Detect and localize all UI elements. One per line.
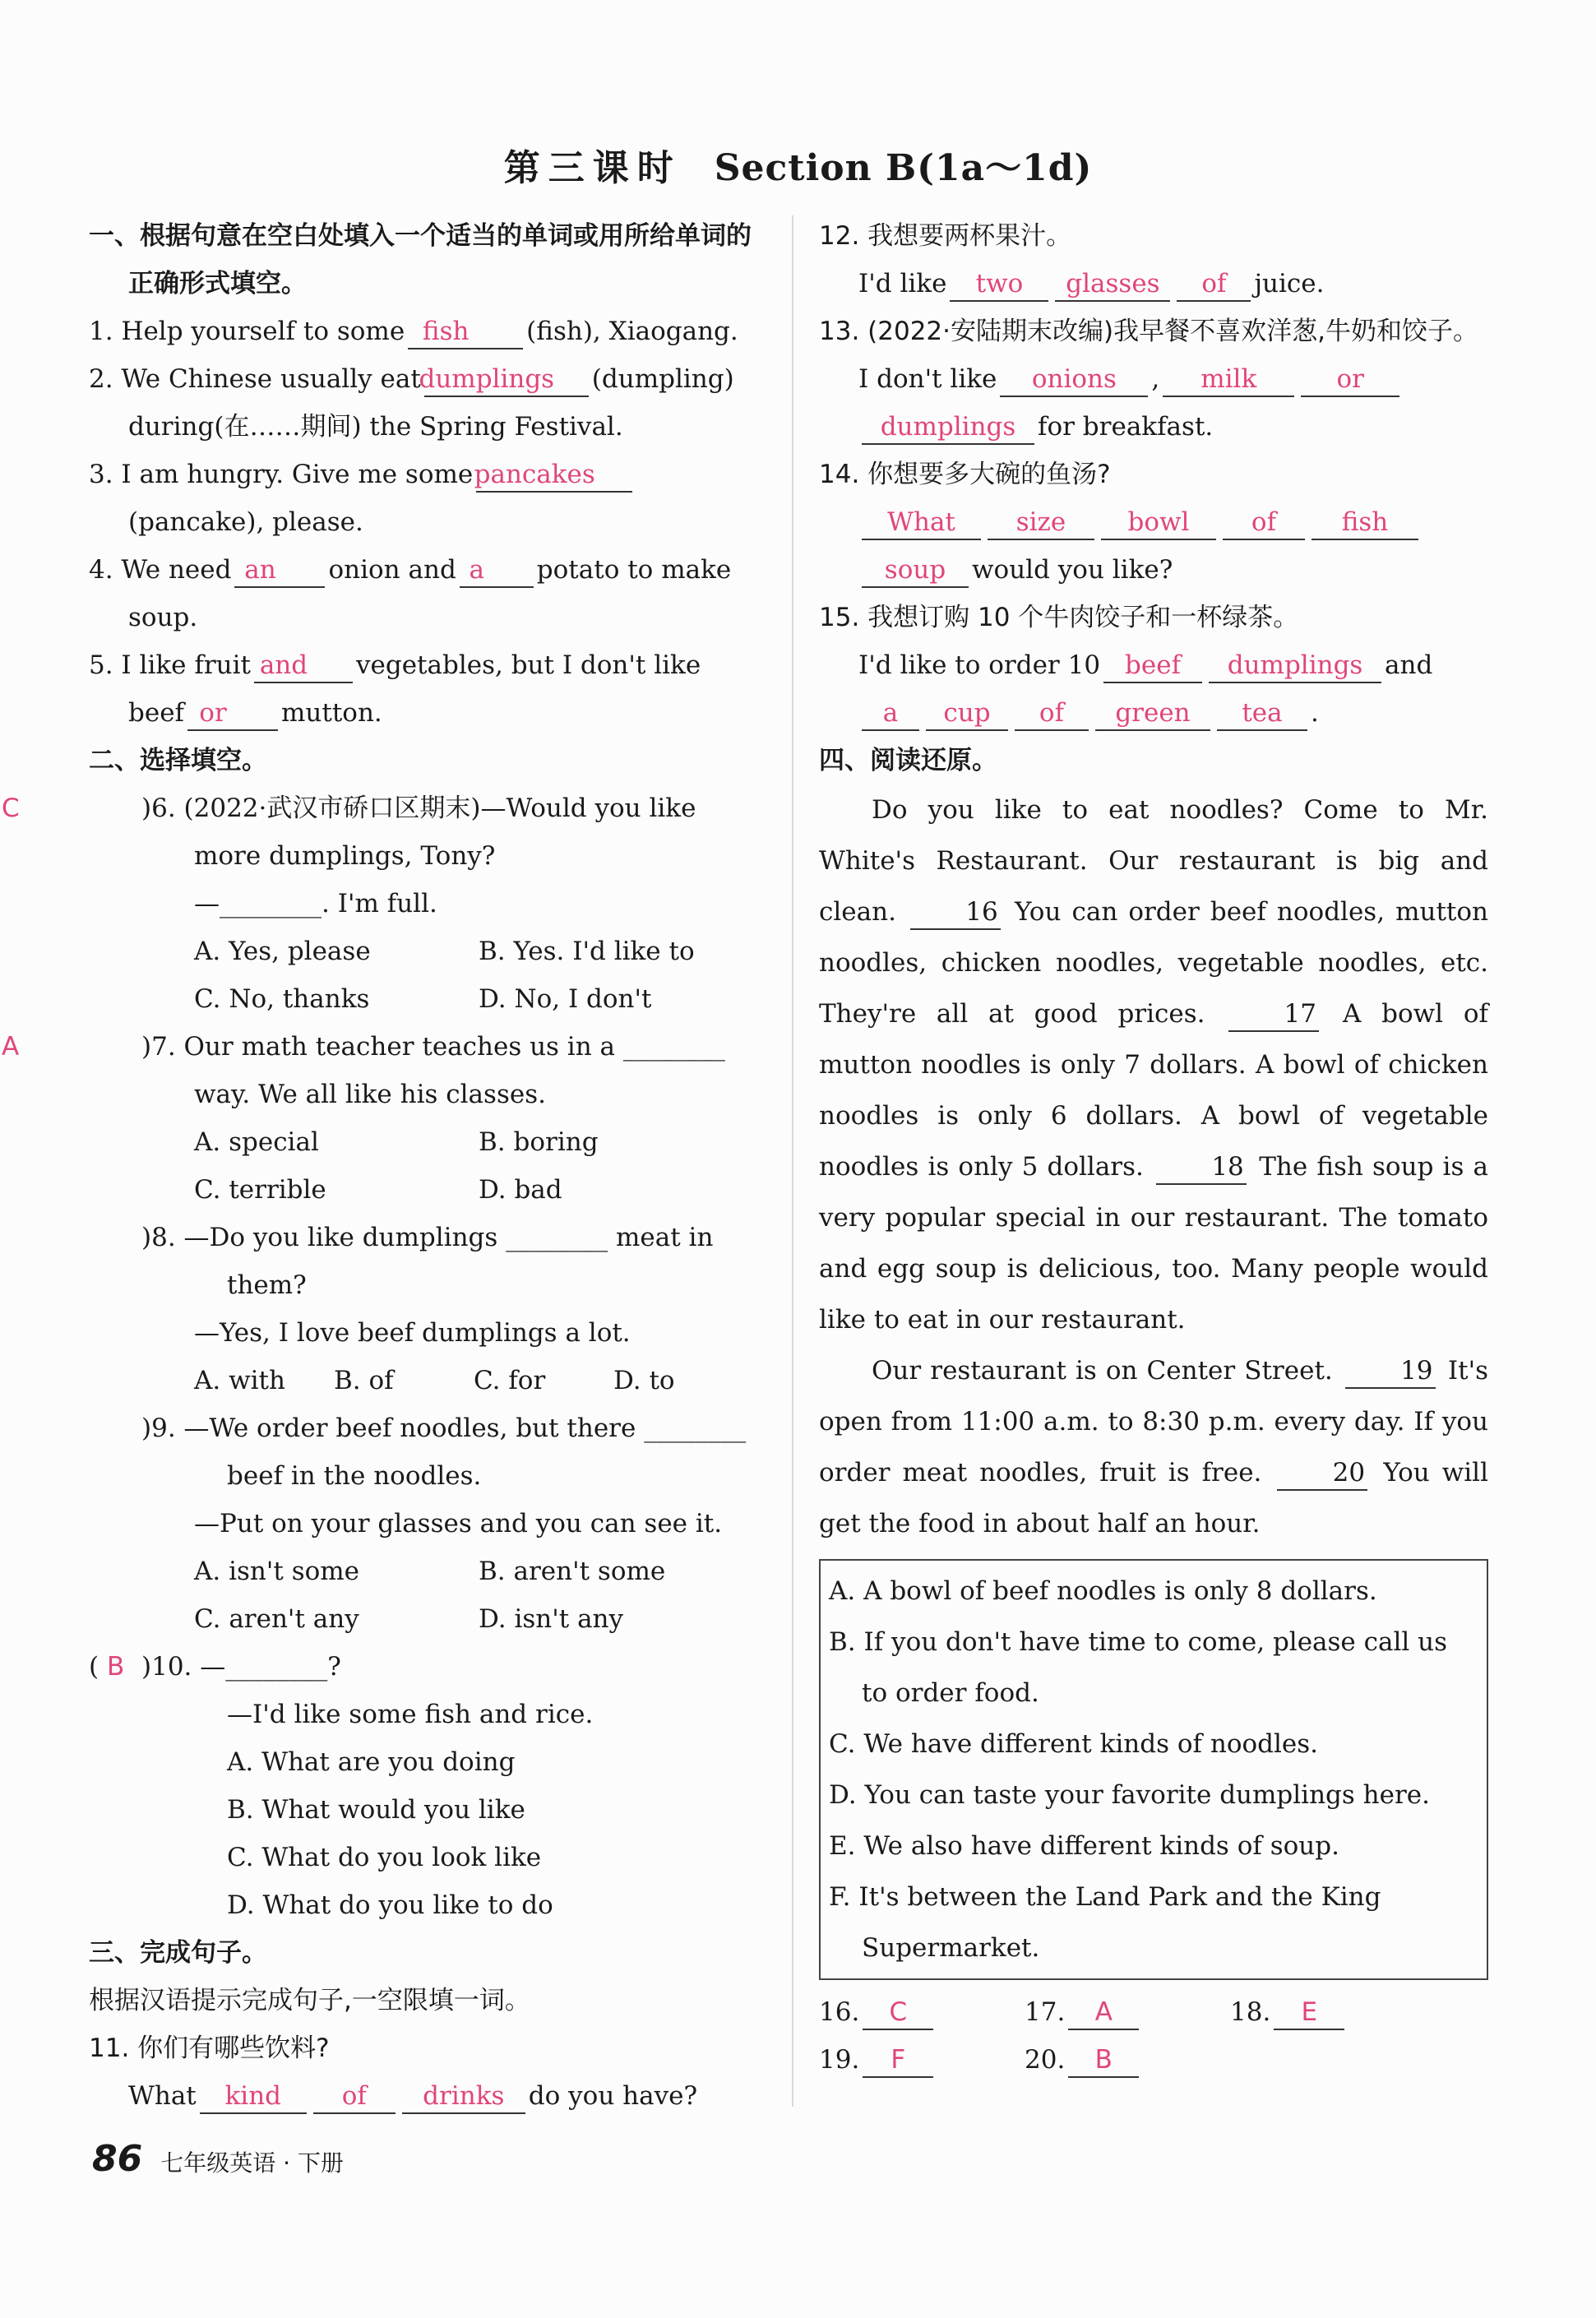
question-10-option: B. What would you like [227,1795,525,1825]
question-14-sentence [819,498,1488,546]
reading-answers [819,1988,1488,2084]
answer-blank: two [950,267,1048,302]
answer-18: 18. E [1230,1988,1436,2036]
question-3: 3. I am hungry. Give me somepancakes(pancake), please. [89,451,763,546]
part3-heading: 三、完成句子。 [89,1938,267,1968]
answer-blank: a [460,553,534,588]
answer-blank: a [862,696,919,731]
question-8: )8. —Do you like dumplings ________ meat in them? [141,1223,714,1300]
answer-blank: glasses [1055,267,1170,302]
question-10-option: C. What do you look like [227,1843,542,1872]
answer-blank: or [187,696,278,731]
question-10-option: A. What are you doing [227,1747,516,1777]
question-10: ( B )10. —________? [89,1652,341,1682]
option-f: F. It's between the Land Park and the King Supermarket. [829,1882,1381,1963]
option-a: A. A bowl of beef noodles is only 8 dollars. [829,1576,1377,1606]
reading-paragraph-2: Our restaurant is on Center Street. 19 It's open from 11:00 a.m. to 8:30 p.m. every day. If you order meat noodles, fruit is free. 20 You will get the food in about half an hour. [819,1356,1488,1538]
answer-blank: beef [1103,649,1202,683]
question-6-response: —________. I'm full. [194,889,437,918]
page-title [0,138,1596,191]
part1-heading: 一、根据句意在空白处填入一个适当的单词或用所给单词的正确形式填空。 [89,221,752,298]
question-6-options: C. No, thanks D. No, I don't [194,984,652,1014]
choice-answer: C [1,793,20,823]
answer-19: 19. F [819,2036,1025,2084]
answer-blank: of [1177,267,1251,302]
answer-blank: cup [926,696,1008,731]
option-e: E. We also have different kinds of soup. [829,1831,1339,1861]
question-15-sentence: I'd like to order 10 beef dumplings and [819,641,1488,689]
gap-18: 18 [1156,1150,1247,1185]
answer-16: 16. C [819,1988,1025,2036]
question-13-sentence-cont: dumplings for breakfast. [819,403,1488,451]
question-10-response: —I'd like some fish and rice. [227,1700,594,1729]
answer-blank: soup [862,553,969,588]
answer-blank: or [1301,363,1399,397]
question-7-options: A. special B. boring [194,1127,599,1157]
question-15-prompt: 15. 我想订购 10 个牛肉饺子和一杯绿茶。 [819,603,1299,632]
question-15-sentence-cont: a cup of green tea . [819,689,1488,737]
answer-blank: milk [1163,363,1294,397]
question-13-prompt: 13. (2022·安陆期末改编)我早餐不喜欢洋葱,牛奶和饺子。 [819,317,1478,346]
answer-blank: and [254,649,353,683]
column-divider [792,215,793,2107]
answer-blank: dumplings [424,363,589,397]
answer-blank: of [1015,696,1089,731]
answer-blank: onions [1000,363,1148,397]
part3-instruction: 根据汉语提示完成句子,一空限填一词。 [89,1986,530,2015]
part4-heading: 四、阅读还原。 [819,746,997,775]
question-6: C )6. (2022·武汉市硚口区期末)—Would you like more dumplings, Tony? [1,793,696,871]
option-c: C. We have different kinds of noodles. [829,1729,1319,1759]
answer-blank: bowl [1101,506,1216,540]
page-footer [92,2138,344,2180]
question-14-sentence-cont: soup would you like? [819,546,1488,594]
question-11-prompt: 11. 你们有哪些饮料? [89,2033,330,2063]
question-11-sentence: What kind of drinks do you have? [89,2072,763,2120]
question-12-sentence: I'd like two glasses of juice. [819,260,1488,308]
answer-20: 20. B [1025,2036,1230,2084]
question-12-prompt: 12. 我想要两杯果汁。 [819,221,1072,251]
answer-blank: What [862,506,981,540]
question-9-options: A. isn't some B. aren't some [194,1557,666,1586]
question-1: 1. Help yourself to some fish (fish), Xiaogang. [89,308,763,355]
answer-blank: of [313,2080,396,2114]
question-8-response: —Yes, I love beef dumplings a lot. [194,1318,631,1348]
lesson-label: 第三课时 [503,147,682,189]
answer-blank: tea [1217,696,1307,731]
answer-blank: pancakes [476,458,632,493]
answer-blank: fish [408,315,523,349]
gap-19: 19 [1345,1354,1436,1389]
option-b: B. If you don't have time to come, please call us to order food. [829,1627,1448,1708]
question-9: )9. —We order beef noodles, but there ________ beef in the noodles. [141,1413,747,1491]
answer-blank: drinks [402,2080,525,2114]
option-d: D. You can taste your favorite dumplings here. [829,1780,1430,1810]
choice-answer: A [1,1032,20,1062]
reading-paragraph-1: Do you like to eat noodles? Come to Mr. White's Restaurant. Our restaurant is big and clean. 16 You can order beef noodles, mutton noodles, chicken noodles, vegetable noodles, etc. They're all at good prices. 17 A bowl of mutton noodles is only 7 dollars. A bowl of chicken noodles is only 6 dollars. A bowl of vegetable noodles is only 5 dollars. 18 The fish soup is a very popular special in our restaurant. The tomato and egg soup is delicious, too. Many people would like to eat in our restaurant. [819,795,1489,1335]
question-2: 2. We Chinese usually eatdumplings (dumpling) during(在……期间) the Spring Festival. [89,364,734,442]
page-number: 86 [92,2138,143,2180]
answer-blank: fish [1311,506,1418,540]
gap-16: 16 [910,895,1001,930]
answer-blank: kind [200,2080,307,2114]
gap-17: 17 [1228,997,1319,1032]
answer-blank: an [234,553,325,588]
question-13-sentence: I don't like onions , milk or [819,355,1488,403]
answer-blank: of [1223,506,1305,540]
answer-17: 17. A [1025,1988,1230,2036]
question-7-options: C. terrible D. bad [194,1175,562,1205]
section-label: Section B(1a～1d) [714,147,1093,189]
question-5: 5. I like fruit and vegetables, but I don't like beef or mutton. [89,641,763,737]
question-4: 4. We need an onion and a potato to make soup. [89,555,732,632]
gap-20: 20 [1277,1456,1367,1491]
question-9-options: C. aren't any D. isn't any [194,1604,624,1634]
question-6-options: A. Yes, please B. Yes. I'd like to [194,937,695,966]
answer-blank: green [1095,696,1210,731]
part2-heading: 二、选择填空。 [89,746,267,775]
question-7: A )7. Our math teacher teaches us in a ________ way. We all like his classes. [1,1032,725,1109]
answer-blank: dumplings [862,410,1034,445]
question-14-prompt: 14. 你想要多大碗的鱼汤? [819,460,1111,489]
answer-blank: dumplings [1209,649,1381,683]
answer-blank: size [988,506,1094,540]
options-box [819,1559,1488,1980]
question-10-option: D. What do you like to do [227,1890,553,1920]
left-column [1,212,763,2120]
right-column [819,212,1488,2084]
book-title: 七年级英语 · 下册 [160,2149,344,2177]
choice-answer: B [106,1652,125,1682]
question-9-response: —Put on your glasses and you can see it. [194,1509,723,1538]
question-8-options: A. with B. of C. for D. to [194,1366,675,1395]
